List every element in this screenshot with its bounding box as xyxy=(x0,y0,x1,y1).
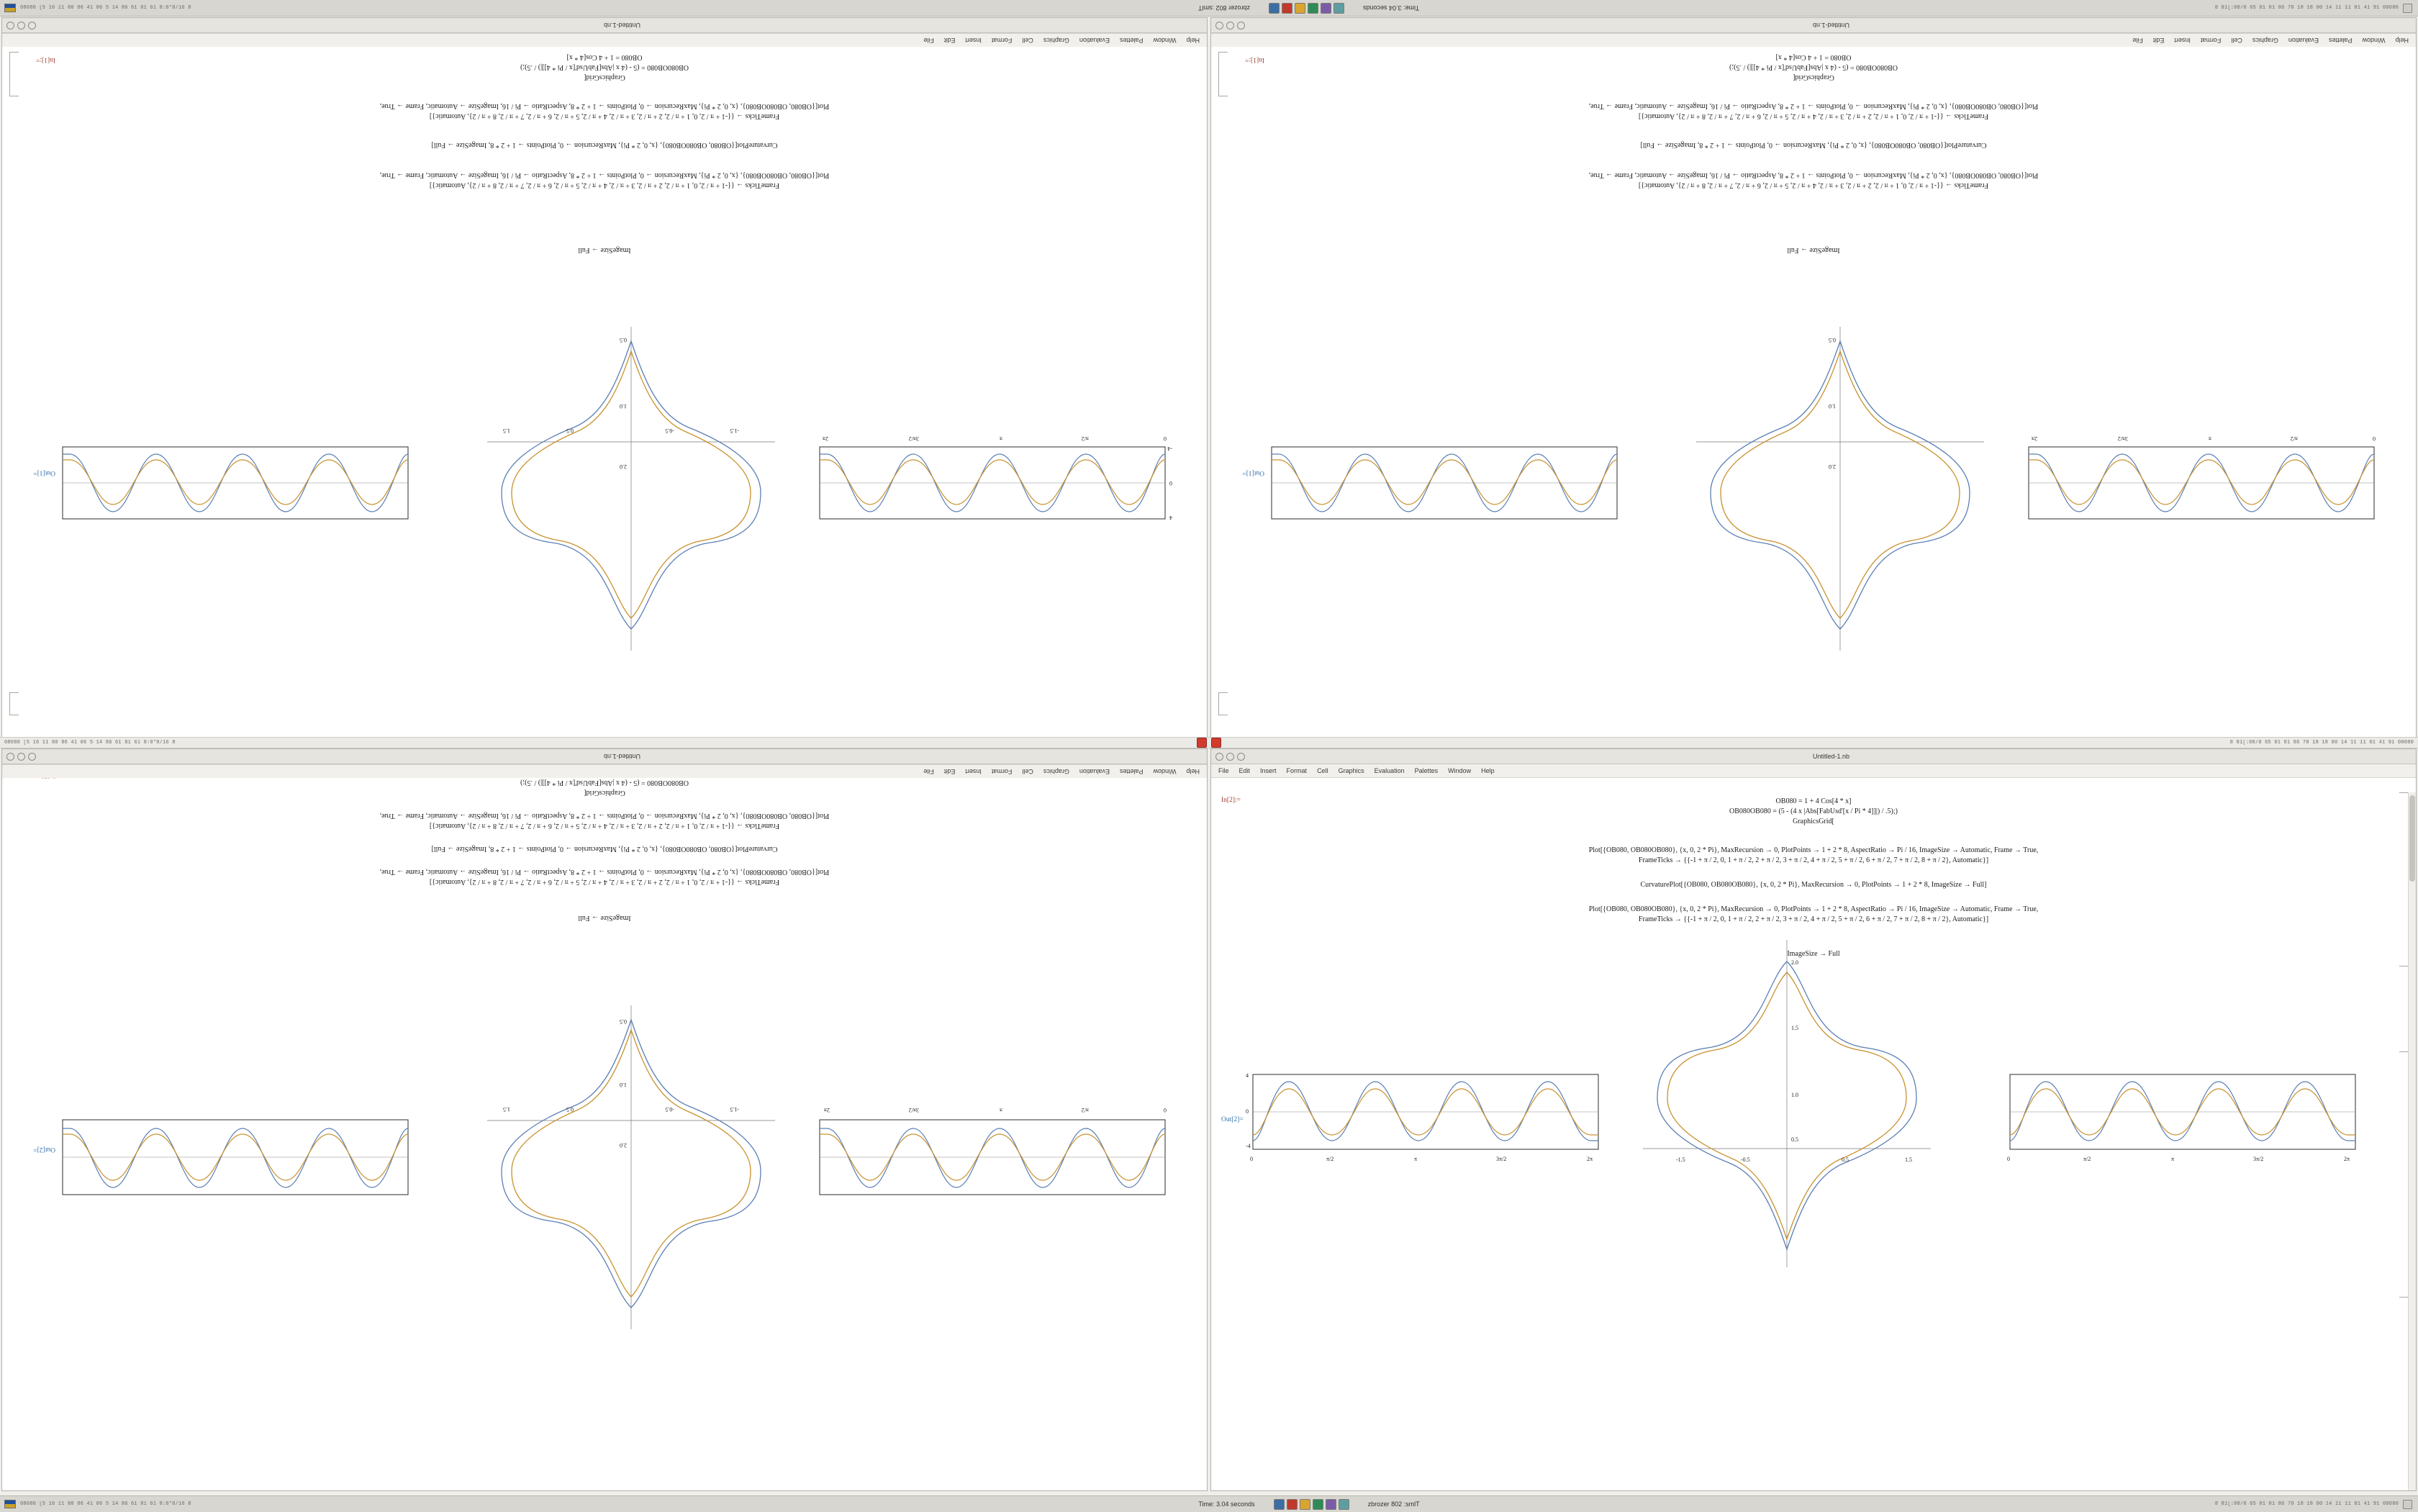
four-lobed-curve-tr xyxy=(1682,320,1998,658)
window-top-left[interactable] xyxy=(1,17,1208,744)
svg-text:2π: 2π xyxy=(823,1107,830,1113)
close-icon[interactable] xyxy=(1215,753,1223,761)
svg-text:0: 0 xyxy=(1169,480,1172,486)
svg-text:2.0: 2.0 xyxy=(1829,463,1836,470)
svg-text:1.5: 1.5 xyxy=(1905,1156,1912,1163)
code-plot1-bl[interactable]: Plot[{OB080, OB080OB080}, {x, 0, 2 * Pi}, MaxRecursion → 0, PlotPoints → 1 + 2 * 8, AspectRatio → Pi / 16, ImageSize → Automatic, Frame → True, xyxy=(379,812,830,820)
svg-text:0: 0 xyxy=(1246,1108,1249,1115)
os-top-right-text: 8 81[:08/0 65 01 01 86 70 18 18 00 14 11 11 01 41 91 00080 xyxy=(2214,5,2399,11)
window-controls-bl[interactable] xyxy=(6,753,36,761)
out-label-tl: Out[1]= xyxy=(33,469,55,476)
code-curvature-tr[interactable]: CurvaturePlot[{OB080, OB080OB080}, {x, 0, 2 * Pi}, MaxRecursion → 0, PlotPoints → 1 + 2 * 8, ImageSize → Full] xyxy=(1640,141,1987,149)
menu-format-bl[interactable]: Format xyxy=(991,768,1013,775)
svg-text:0.5: 0.5 xyxy=(620,1018,627,1025)
code-curvature-br[interactable]: CurvaturePlot[{OB080, OB080OB080}, {x, 0, 2 * Pi}, MaxRecursion → 0, PlotPoints → 1 + 2 * 8, ImageSize → Full] xyxy=(1640,881,1987,889)
os-bottom-right-text: 8 81[:08/0 65 01 01 86 70 18 18 00 14 11 11 01 41 91 00080 xyxy=(2214,1501,2399,1507)
title-bar-bottom-right[interactable] xyxy=(1211,749,2416,764)
svg-text:π: π xyxy=(2171,1156,2175,1162)
svg-text:π/2: π/2 xyxy=(2083,1156,2091,1162)
svg-text:3π/2: 3π/2 xyxy=(2253,1156,2264,1162)
menu-cell-tr[interactable]: Cell xyxy=(2231,37,2242,44)
svg-text:1.5: 1.5 xyxy=(503,1106,510,1113)
menu-palettes-tl[interactable]: Palettes xyxy=(1119,37,1144,44)
menu-help-br[interactable]: Help xyxy=(1481,767,1495,774)
maximize-icon[interactable] xyxy=(28,753,36,761)
svg-text:π/2: π/2 xyxy=(1081,1107,1089,1113)
svg-text:2π: 2π xyxy=(2344,1156,2350,1162)
menu-evaluation-tl[interactable]: Evaluation xyxy=(1079,37,1110,44)
sine-strip-right-tr xyxy=(1264,431,1624,532)
terminal-icon[interactable] xyxy=(1287,1499,1298,1510)
sine-strip-left-tr xyxy=(2021,431,2381,532)
menu-file-br[interactable]: File xyxy=(1218,767,1229,774)
files-icon[interactable] xyxy=(1269,3,1280,14)
menu-palettes-br[interactable]: Palettes xyxy=(1414,767,1439,774)
code-plot1b-tl[interactable]: FrameTicks → {{-1 + π / 2, 0, 1 + π / 2, 2 + π / 2, 3 + π / 2, 4 + π / 2, 5 + π / 2, 6 + π / 2, 7 + π / 2, 8 + π / 2}, Automatic}] xyxy=(429,112,780,120)
code-image-size-bl[interactable]: ImageSize → Full xyxy=(578,914,631,922)
svg-text:-4: -4 xyxy=(1246,1143,1251,1149)
scroll-thumb-br[interactable] xyxy=(2409,795,2415,882)
svg-text:0: 0 xyxy=(2007,1156,2010,1162)
menu-insert-br[interactable]: Insert xyxy=(1260,767,1277,774)
svg-text:0: 0 xyxy=(1250,1156,1253,1162)
os-top-left xyxy=(0,4,710,12)
os-top-bar xyxy=(0,0,2418,17)
minimize-icon[interactable] xyxy=(17,753,25,761)
sine-strip-right-br xyxy=(2003,1059,2363,1167)
error-icon-left[interactable] xyxy=(1197,738,1207,748)
notebook-pane-bl[interactable] xyxy=(2,764,1207,1491)
menu-window-tr[interactable]: Window xyxy=(2362,37,2386,44)
os-top-time-2: Time: 3.04 seconds xyxy=(1363,4,1420,12)
window-top-right[interactable] xyxy=(1210,17,2417,744)
notebook-canvas-tl[interactable] xyxy=(2,33,1207,744)
browser-icon[interactable] xyxy=(1295,3,1305,14)
code-plot1-br[interactable]: Plot[{OB080, OB080OB080}, {x, 0, 2 * Pi}, MaxRecursion → 0, PlotPoints → 1 + 2 * 8, AspectRatio → Pi / 16, ImageSize → Automatic, Frame → True, xyxy=(1588,846,2039,854)
code-plot1b-bl[interactable]: FrameTicks → {{-1 + π / 2, 0, 1 + π / 2, 2 + π / 2, 3 + π / 2, 4 + π / 2, 5 + π / 2, 6 + π / 2, 7 + π / 2, 8 + π / 2}, Automatic}] xyxy=(429,822,780,830)
minimize-icon[interactable] xyxy=(1226,753,1234,761)
notebook-pane-tr[interactable] xyxy=(1211,33,2416,744)
close-icon[interactable] xyxy=(6,753,14,761)
os-bottom-time-2: zbrozer 802 :smlT xyxy=(1367,1500,1420,1508)
svg-text:π/2: π/2 xyxy=(1081,435,1089,442)
code-plot1b-tr[interactable]: FrameTicks → {{-1 + π / 2, 0, 1 + π / 2, 2 + π / 2, 3 + π / 2, 4 + π / 2, 5 + π / 2, 6 + π / 2, 7 + π / 2, 8 + π / 2}, Automatic}] xyxy=(1638,112,1989,120)
menu-bar-tr[interactable] xyxy=(1211,33,2416,47)
menu-graphics-tl[interactable]: Graphics xyxy=(1043,37,1069,44)
svg-text:1.0: 1.0 xyxy=(1791,1092,1798,1098)
mail-icon[interactable] xyxy=(1308,3,1318,14)
svg-text:π/2: π/2 xyxy=(1326,1156,1334,1162)
notebook-pane-tl[interactable] xyxy=(2,33,1207,744)
menu-graphics-tr[interactable]: Graphics xyxy=(2252,37,2278,44)
menu-insert-tr[interactable]: Insert xyxy=(2174,37,2191,44)
menu-insert-tl[interactable]: Insert xyxy=(965,37,982,44)
code-curvature-bl[interactable]: CurvaturePlot[{OB080, OB080OB080}, {x, 0, 2 * Pi}, MaxRecursion → 0, PlotPoints → 1 + 2 * 8, ImageSize → Full] xyxy=(431,845,778,853)
window-title-br: Untitled-1.nb xyxy=(1812,753,1850,760)
media-icon[interactable] xyxy=(1326,1499,1336,1510)
code-curvature-tl[interactable]: CurvaturePlot[{OB080, OB080OB080}, {x, 0, 2 * Pi}, MaxRecursion → 0, PlotPoints → 1 + 2 * 8, ImageSize → Full] xyxy=(431,141,778,149)
svg-text:π: π xyxy=(999,435,1002,442)
window-controls-tr[interactable] xyxy=(1215,22,1245,30)
divider-noise-right: 8 81[:08/0 65 01 01 86 70 18 18 00 14 11 11 01 41 91 00080 xyxy=(2229,740,2414,746)
title-bar-top-left[interactable] xyxy=(2,18,1207,33)
code-plot2-tl[interactable]: Plot[{OB080, OB080OB080}, {x, 0, 2 * Pi}, MaxRecursion → 0, PlotPoints → 1 + 2 * 8, AspectRatio → Pi / 16, ImageSize → Automatic, Frame → True, xyxy=(379,171,830,179)
flag-icon xyxy=(4,1500,16,1508)
notebook-canvas-tr[interactable] xyxy=(1211,33,2416,744)
os-bottom-bar xyxy=(0,1495,2418,1512)
os-top-center xyxy=(710,3,1908,14)
power-icon[interactable] xyxy=(2403,4,2412,13)
files-icon[interactable] xyxy=(1274,1499,1285,1510)
code-plot2b-bl[interactable]: FrameTicks → {{-1 + π / 2, 0, 1 + π / 2, 2 + π / 2, 3 + π / 2, 4 + π / 2, 5 + π / 2, 6 + π / 2, 7 + π / 2, 8 + π / 2}, Automatic}] xyxy=(429,878,780,886)
svg-text:0.5: 0.5 xyxy=(620,337,627,343)
svg-text:0: 0 xyxy=(1164,1107,1167,1113)
svg-text:0: 0 xyxy=(1164,435,1167,442)
four-lobed-curve-tl xyxy=(473,320,789,658)
menu-evaluation-br[interactable]: Evaluation xyxy=(1374,767,1405,774)
svg-text:3π/2: 3π/2 xyxy=(2117,435,2128,442)
os-bottom-right xyxy=(1908,1500,2418,1509)
code-plot2b-br[interactable]: FrameTicks → {{-1 + π / 2, 0, 1 + π / 2, 2 + π / 2, 3 + π / 2, 4 + π / 2, 5 + π / 2, 6 + π / 2, 7 + π / 2, 8 + π / 2}, Automatic}] xyxy=(1638,915,1989,923)
menu-help-bl[interactable]: Help xyxy=(1186,768,1200,775)
os-top-right xyxy=(1908,4,2418,13)
code-plot2b-tl[interactable]: FrameTicks → {{-1 + π / 2, 0, 1 + π / 2, 2 + π / 2, 3 + π / 2, 4 + π / 2, 5 + π / 2, 6 + π / 2, 7 + π / 2, 8 + π / 2}, Automatic}] xyxy=(429,181,780,189)
code-plot1b-br[interactable]: FrameTicks → {{-1 + π / 2, 0, 1 + π / 2, 2 + π / 2, 3 + π / 2, 4 + π / 2, 5 + π / 2, 6 + π / 2, 7 + π / 2, 8 + π / 2}, Automatic}] xyxy=(1638,856,1989,864)
menu-evaluation-bl[interactable]: Evaluation xyxy=(1079,768,1110,775)
notebook-canvas-br[interactable] xyxy=(1211,778,2416,1491)
cell-bracket-tl-2[interactable] xyxy=(9,52,19,96)
code-def1-br[interactable]: OB080 = 1 + 4 Cos[4 * x] xyxy=(1775,797,1852,805)
os-bottom-center xyxy=(710,1499,1908,1510)
svg-text:-4: -4 xyxy=(1167,445,1172,452)
menu-bar-br[interactable] xyxy=(1211,764,2416,778)
close-icon[interactable] xyxy=(1215,22,1223,30)
title-bar-bottom-left[interactable] xyxy=(2,749,1207,764)
flag-icon xyxy=(4,4,16,12)
window-bottom-left[interactable] xyxy=(1,748,1208,1491)
code-def2-tr[interactable]: OB080OB080 = (5 - (4 x |Abs[FabUsd'[x / Pi * 4]]|) / .5);) xyxy=(1729,63,1898,71)
window-title-tr: Untitled-1.nb xyxy=(1812,22,1850,29)
menu-file-bl[interactable]: File xyxy=(923,768,934,775)
svg-text:2.0: 2.0 xyxy=(620,1142,627,1149)
svg-text:2.0: 2.0 xyxy=(620,463,627,470)
menu-graphics-bl[interactable]: Graphics xyxy=(1043,768,1069,775)
code-image-size-tr[interactable]: ImageSize → Full xyxy=(1787,246,1840,254)
os-top-time-1: zbrozer 802 :smlT xyxy=(1198,4,1251,12)
browser-icon[interactable] xyxy=(1300,1499,1310,1510)
svg-text:2π: 2π xyxy=(822,435,828,442)
menu-cell-br[interactable]: Cell xyxy=(1317,767,1328,774)
menu-palettes-tr[interactable]: Palettes xyxy=(2328,37,2353,44)
window-controls-br[interactable] xyxy=(1215,753,1245,761)
mail-icon[interactable] xyxy=(1313,1499,1323,1510)
svg-text:π: π xyxy=(1414,1156,1418,1162)
code-def1-tr[interactable]: OB080 = 1 + 4 Cos[4 * x] xyxy=(1775,53,1852,61)
os-top-tray[interactable] xyxy=(1269,3,1344,14)
maximize-icon[interactable] xyxy=(1237,753,1245,761)
code-graphicsgrid-tr[interactable]: GraphicsGrid[ xyxy=(1793,73,1834,81)
code-plot2b-tr[interactable]: FrameTicks → {{-1 + π / 2, 0, 1 + π / 2, 2 + π / 2, 3 + π / 2, 4 + π / 2, 5 + π / 2, 6 + π / 2, 7 + π / 2, 8 + π / 2}, Automatic}] xyxy=(1638,181,1989,189)
four-lobed-curve-br xyxy=(1629,933,1945,1278)
os-top-left-text: 08080 [5 16 11 80 86 41 06 5 14 86 61 81 61 8:0*0/16 8 xyxy=(20,5,191,11)
settings-icon[interactable] xyxy=(1339,1499,1349,1510)
code-graphicsgrid-tl[interactable]: GraphicsGrid[ xyxy=(584,73,625,81)
window-bottom-right[interactable] xyxy=(1210,748,2417,1491)
media-icon[interactable] xyxy=(1321,3,1331,14)
minimize-icon[interactable] xyxy=(17,22,25,30)
maximize-icon[interactable] xyxy=(1237,22,1245,30)
sine-strip-left-br xyxy=(1246,1059,1606,1167)
menu-window-tl[interactable]: Window xyxy=(1153,37,1177,44)
svg-text:-1.5: -1.5 xyxy=(730,1106,739,1113)
os-bottom-left xyxy=(0,1500,710,1508)
svg-text:0.5: 0.5 xyxy=(1829,337,1836,343)
cell-bracket-tl-1[interactable] xyxy=(9,692,19,715)
svg-text:4: 4 xyxy=(1169,515,1172,521)
os-bottom-left-text: 08080 [5 16 11 80 86 41 06 5 14 86 61 81 61 8:0*0/16 8 xyxy=(20,1501,191,1507)
svg-text:2π: 2π xyxy=(1587,1156,1593,1162)
menu-edit-tr[interactable]: Edit xyxy=(2152,37,2165,44)
menu-bar-bl[interactable] xyxy=(2,764,1207,778)
terminal-icon[interactable] xyxy=(1282,3,1292,14)
code-graphicsgrid-bl[interactable]: GraphicsGrid[ xyxy=(584,789,625,797)
svg-text:π: π xyxy=(2208,435,2211,442)
four-lobed-curve-bl xyxy=(473,998,789,1336)
code-def1-tl[interactable]: OB080 = 1 + 4 Cos[4 * x] xyxy=(566,53,643,61)
menu-graphics-br[interactable]: Graphics xyxy=(1338,767,1364,774)
close-icon[interactable] xyxy=(6,22,14,30)
menu-edit-br[interactable]: Edit xyxy=(1239,767,1251,774)
menu-edit-bl[interactable]: Edit xyxy=(943,768,956,775)
code-def2-tl[interactable]: OB080OB080 = (5 - (4 x |Abs[FabUsd'[x / Pi * 4]]|) / .5);) xyxy=(520,63,689,71)
menu-bar-tl[interactable] xyxy=(2,33,1207,47)
svg-text:1.0: 1.0 xyxy=(1829,403,1836,409)
error-icon-right[interactable] xyxy=(1211,738,1221,748)
svg-text:-0.5: -0.5 xyxy=(1741,1156,1750,1163)
menu-insert-bl[interactable]: Insert xyxy=(965,768,982,775)
code-def2-br[interactable]: OB080OB080 = (5 - (4 x |Abs[FabUsd'[x / Pi * 4]]|) / .5);) xyxy=(1729,807,1898,815)
menu-format-tl[interactable]: Format xyxy=(991,37,1013,44)
menu-edit-tl[interactable]: Edit xyxy=(943,37,956,44)
code-plot2-bl[interactable]: Plot[{OB080, OB080OB080}, {x, 0, 2 * Pi}, MaxRecursion → 0, PlotPoints → 1 + 2 * 8, AspectRatio → Pi / 16, ImageSize → Automatic, Frame → True, xyxy=(379,868,830,876)
code-def2-bl[interactable]: OB080OB080 = (5 - (4 x |Abs[FabUsd'[x / Pi * 4]]|) / .5);) xyxy=(520,779,689,787)
svg-text:-1.5: -1.5 xyxy=(1676,1156,1685,1163)
menu-file-tl[interactable]: File xyxy=(923,37,934,44)
code-plot1-tr[interactable]: Plot[{OB080, OB080OB080}, {x, 0, 2 * Pi}, MaxRecursion → 0, PlotPoints → 1 + 2 * 8, AspectRatio → Pi / 16, ImageSize → Automatic, Frame → True, xyxy=(1588,102,2039,110)
menu-palettes-bl[interactable]: Palettes xyxy=(1119,768,1144,775)
menu-window-bl[interactable]: Window xyxy=(1153,768,1177,775)
os-bottom-tray[interactable] xyxy=(1274,1499,1349,1510)
sine-strip-right-bl xyxy=(55,1103,415,1210)
settings-icon[interactable] xyxy=(1333,3,1344,14)
divider-noise-left: 08080 [5 16 11 80 86 41 06 5 14 86 61 81 61 8:0*0/16 8 xyxy=(4,740,176,746)
out-label-br: Out[2]= xyxy=(1221,1116,1244,1123)
power-icon[interactable] xyxy=(2403,1500,2412,1509)
svg-text:0.5: 0.5 xyxy=(566,427,574,434)
window-controls-tl[interactable] xyxy=(6,22,36,30)
title-bar-top-right[interactable] xyxy=(1211,18,2416,33)
sine-strip-left-tl xyxy=(812,431,1172,532)
window-title-tl: Untitled-1.nb xyxy=(603,22,641,29)
menu-cell-tl[interactable]: Cell xyxy=(1022,37,1033,44)
svg-text:0.5: 0.5 xyxy=(566,1106,574,1113)
in-label-tr: In[1]:= xyxy=(1245,56,1264,63)
menu-evaluation-tr[interactable]: Evaluation xyxy=(2288,37,2319,44)
code-plot2-tr[interactable]: Plot[{OB080, OB080OB080}, {x, 0, 2 * Pi}, MaxRecursion → 0, PlotPoints → 1 + 2 * 8, AspectRatio → Pi / 16, ImageSize → Automatic, Frame → True, xyxy=(1588,171,2039,179)
os-bottom-time-1: Time: 3.04 seconds xyxy=(1198,1500,1255,1508)
svg-text:-0.5: -0.5 xyxy=(665,427,674,434)
menu-window-br[interactable]: Window xyxy=(1448,767,1472,774)
notebook-canvas-bl[interactable] xyxy=(2,764,1207,1491)
svg-text:1.5: 1.5 xyxy=(503,427,510,434)
code-image-size-br[interactable]: ImageSize → Full xyxy=(1787,950,1840,958)
divider-strip xyxy=(0,737,2418,748)
svg-text:π: π xyxy=(999,1107,1002,1113)
code-graphicsgrid-br[interactable]: GraphicsGrid[ xyxy=(1793,818,1834,825)
svg-text:1.5: 1.5 xyxy=(1791,1025,1798,1031)
svg-text:π/2: π/2 xyxy=(2290,435,2298,442)
minimize-icon[interactable] xyxy=(1226,22,1234,30)
svg-text:3π/2: 3π/2 xyxy=(908,435,919,442)
cell-bracket-tr-2[interactable] xyxy=(1218,52,1228,96)
cell-bracket-tr-1[interactable] xyxy=(1218,692,1228,715)
code-plot2-br[interactable]: Plot[{OB080, OB080OB080}, {x, 0, 2 * Pi}, MaxRecursion → 0, PlotPoints → 1 + 2 * 8, AspectRatio → Pi / 16, ImageSize → Automatic, Frame → True, xyxy=(1588,905,2039,913)
svg-text:2π: 2π xyxy=(2031,435,2037,442)
sine-strip-left-bl xyxy=(812,1103,1172,1210)
svg-text:3π/2: 3π/2 xyxy=(908,1107,919,1113)
svg-text:2.0: 2.0 xyxy=(1791,959,1798,966)
svg-text:3π/2: 3π/2 xyxy=(1496,1156,1507,1162)
window-title-bl: Untitled-1.nb xyxy=(603,753,641,760)
svg-text:4: 4 xyxy=(1246,1072,1249,1079)
svg-text:-1.5: -1.5 xyxy=(730,427,739,434)
menu-format-br[interactable]: Format xyxy=(1286,767,1308,774)
out-label-bl: Out[2]= xyxy=(33,1146,55,1153)
in-label-tl: In[1]:= xyxy=(36,56,55,63)
code-image-size-tl[interactable]: ImageSize → Full xyxy=(578,246,631,254)
menu-file-tr[interactable]: File xyxy=(2132,37,2143,44)
maximize-icon[interactable] xyxy=(28,22,36,30)
in-label-br: In[2]:= xyxy=(1221,797,1241,804)
svg-text:0: 0 xyxy=(2373,435,2376,442)
menu-help-tl[interactable]: Help xyxy=(1186,37,1200,44)
menu-cell-bl[interactable]: Cell xyxy=(1022,768,1033,775)
code-plot1-tl[interactable]: Plot[{OB080, OB080OB080}, {x, 0, 2 * Pi}, MaxRecursion → 0, PlotPoints → 1 + 2 * 8, AspectRatio → Pi / 16, ImageSize → Automatic, Frame → True, xyxy=(379,102,830,110)
vertical-scrollbar-br[interactable] xyxy=(2408,792,2416,1491)
notebook-pane-br[interactable] xyxy=(1211,778,2416,1491)
svg-text:0.5: 0.5 xyxy=(1842,1156,1849,1163)
menu-format-tr[interactable]: Format xyxy=(2200,37,2222,44)
svg-text:-0.5: -0.5 xyxy=(665,1106,674,1113)
out-label-tr: Out[1]= xyxy=(1242,469,1264,476)
svg-text:1.0: 1.0 xyxy=(620,1082,627,1088)
svg-text:0.5: 0.5 xyxy=(1791,1136,1798,1143)
svg-text:1.0: 1.0 xyxy=(620,403,627,409)
menu-help-tr[interactable]: Help xyxy=(2395,37,2409,44)
sine-strip-right-tl xyxy=(55,431,415,532)
